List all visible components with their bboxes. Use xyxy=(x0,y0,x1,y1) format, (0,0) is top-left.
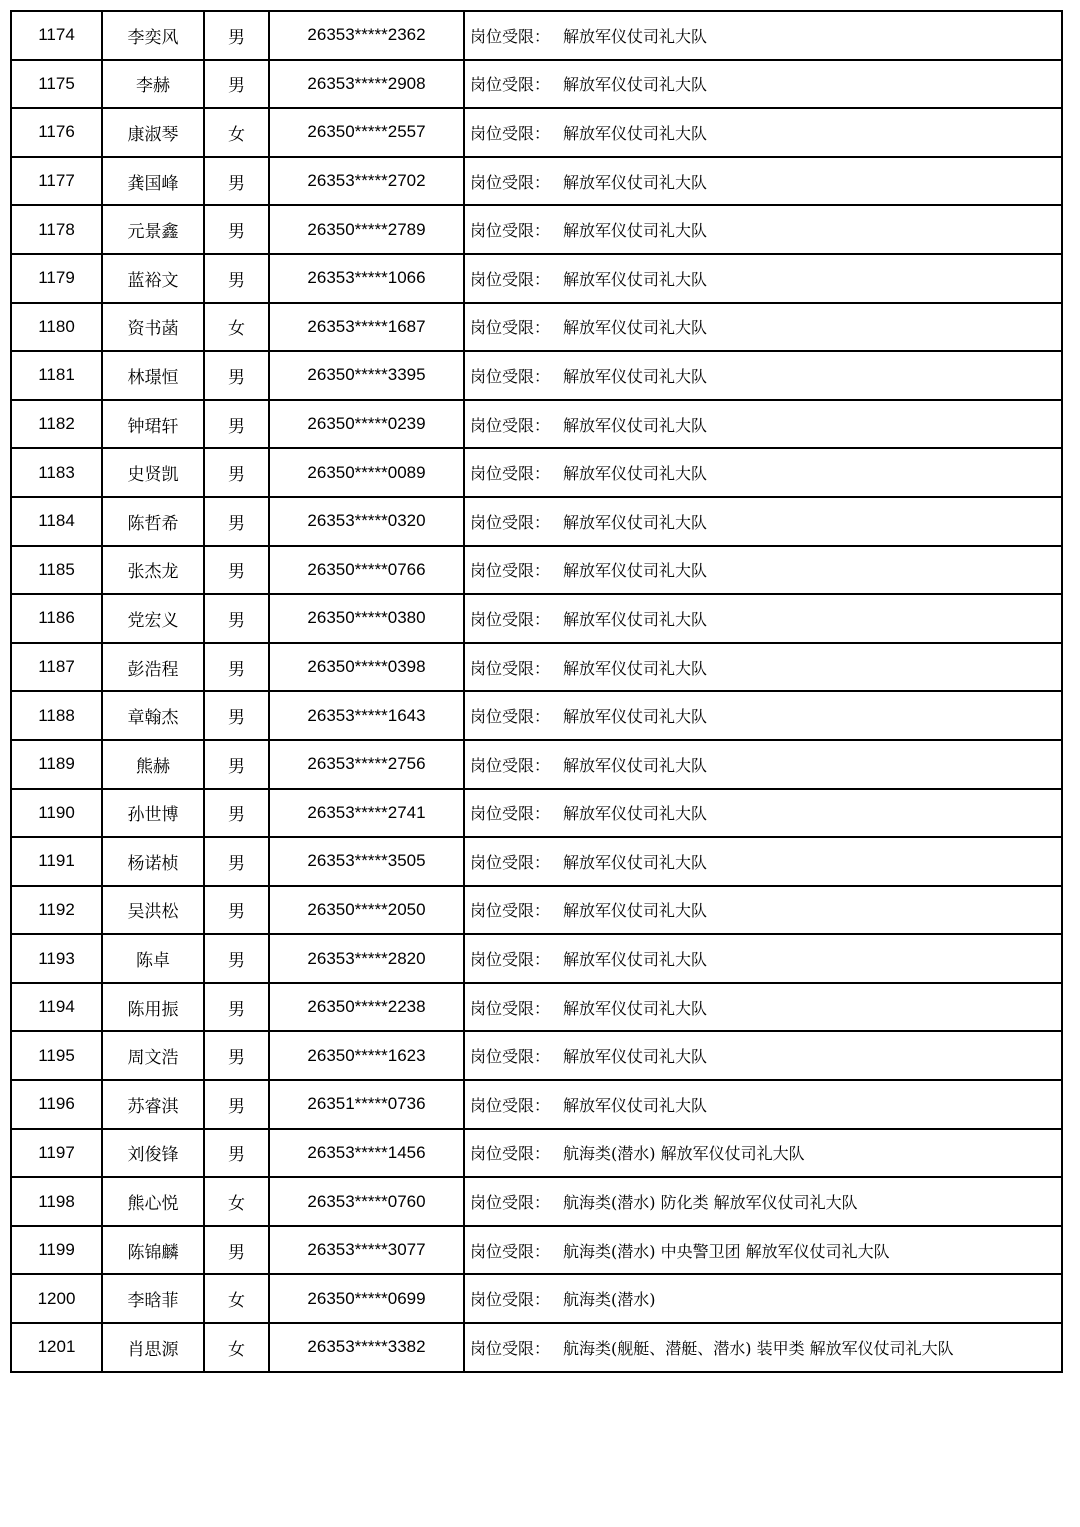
gender-cell: 男 xyxy=(204,1226,269,1275)
restriction-detail: 解放军仪仗司礼大队 xyxy=(563,75,708,95)
table-row xyxy=(11,691,1062,740)
row-number-cell: 1178 xyxy=(11,205,102,254)
restriction-cell xyxy=(464,886,1062,935)
gender-cell: 男 xyxy=(204,691,269,740)
id-number-cell: 26350*****0089 xyxy=(269,448,464,497)
restriction-cell xyxy=(464,157,1062,206)
restriction-cell xyxy=(464,400,1062,449)
id-number-cell: 26353*****1687 xyxy=(269,303,464,352)
restriction-cell xyxy=(464,254,1062,303)
restriction-detail: 解放军仪仗司礼大队 xyxy=(563,852,708,872)
id-number-cell: 26350*****2238 xyxy=(269,983,464,1032)
restriction-detail: 解放军仪仗司礼大队 xyxy=(563,998,708,1018)
restriction-detail: 解放军仪仗司礼大队 xyxy=(563,221,708,241)
restriction-detail: 解放军仪仗司礼大队 xyxy=(563,269,708,289)
name-cell: 苏睿淇 xyxy=(102,1080,204,1129)
table-row xyxy=(11,157,1062,206)
id-number-cell: 26350*****2050 xyxy=(269,886,464,935)
restriction-label: 岗位受限： xyxy=(470,415,551,435)
restriction-detail: 解放军仪仗司礼大队 xyxy=(563,901,708,921)
gender-cell: 男 xyxy=(204,546,269,595)
restriction-label: 岗位受限： xyxy=(470,1241,551,1261)
table-row xyxy=(11,546,1062,595)
table-row xyxy=(11,400,1062,449)
restriction-label: 岗位受限： xyxy=(470,366,551,386)
restriction-detail: 解放军仪仗司礼大队 xyxy=(563,658,708,678)
row-number-cell: 1193 xyxy=(11,934,102,983)
restriction-cell xyxy=(464,497,1062,546)
table-row xyxy=(11,643,1062,692)
restriction-detail: 航海类(潜水) 防化类 解放军仪仗司礼大队 xyxy=(563,1193,858,1213)
name-cell: 元景鑫 xyxy=(102,205,204,254)
restriction-label: 岗位受限： xyxy=(470,901,551,921)
row-number-cell: 1194 xyxy=(11,983,102,1032)
name-cell: 李晗菲 xyxy=(102,1274,204,1323)
table-row xyxy=(11,108,1062,157)
row-number-cell: 1174 xyxy=(11,11,102,60)
restriction-label: 岗位受限： xyxy=(470,998,551,1018)
id-number-cell: 26353*****3505 xyxy=(269,837,464,886)
gender-cell: 男 xyxy=(204,934,269,983)
row-number-cell: 1196 xyxy=(11,1080,102,1129)
id-number-cell: 26353*****2820 xyxy=(269,934,464,983)
row-number-cell: 1189 xyxy=(11,740,102,789)
gender-cell: 男 xyxy=(204,205,269,254)
restriction-label: 岗位受限： xyxy=(470,1338,551,1358)
gender-cell: 女 xyxy=(204,1274,269,1323)
table-row xyxy=(11,1226,1062,1275)
id-number-cell: 26353*****3077 xyxy=(269,1226,464,1275)
name-cell: 陈卓 xyxy=(102,934,204,983)
id-number-cell: 26350*****0398 xyxy=(269,643,464,692)
restriction-cell xyxy=(464,594,1062,643)
restriction-detail: 解放军仪仗司礼大队 xyxy=(563,755,708,775)
row-number-cell: 1181 xyxy=(11,351,102,400)
gender-cell: 男 xyxy=(204,497,269,546)
table-row xyxy=(11,1177,1062,1226)
row-number-cell: 1184 xyxy=(11,497,102,546)
restriction-label: 岗位受限： xyxy=(470,755,551,775)
id-number-cell: 26350*****2557 xyxy=(269,108,464,157)
table-row xyxy=(11,1129,1062,1178)
gender-cell: 男 xyxy=(204,643,269,692)
id-number-cell: 26353*****0320 xyxy=(269,497,464,546)
name-cell: 孙世博 xyxy=(102,789,204,838)
restriction-cell xyxy=(464,546,1062,595)
name-cell: 蓝裕文 xyxy=(102,254,204,303)
restriction-label: 岗位受限： xyxy=(470,464,551,484)
restriction-label: 岗位受限： xyxy=(470,172,551,192)
name-cell: 周文浩 xyxy=(102,1031,204,1080)
name-cell: 钟珺轩 xyxy=(102,400,204,449)
table-row xyxy=(11,1031,1062,1080)
restriction-detail: 解放军仪仗司礼大队 xyxy=(563,123,708,143)
id-number-cell: 26350*****3395 xyxy=(269,351,464,400)
name-cell: 肖思源 xyxy=(102,1323,204,1372)
name-cell: 史贤凯 xyxy=(102,448,204,497)
restriction-cell xyxy=(464,1177,1062,1226)
restriction-label: 岗位受限： xyxy=(470,75,551,95)
restriction-cell xyxy=(464,1226,1062,1275)
restriction-cell xyxy=(464,643,1062,692)
gender-cell: 男 xyxy=(204,594,269,643)
row-number-cell: 1186 xyxy=(11,594,102,643)
restriction-label: 岗位受限： xyxy=(470,1095,551,1115)
gender-cell: 男 xyxy=(204,983,269,1032)
row-number-cell: 1177 xyxy=(11,157,102,206)
gender-cell: 男 xyxy=(204,837,269,886)
restriction-detail: 解放军仪仗司礼大队 xyxy=(563,512,708,532)
restriction-label: 岗位受限： xyxy=(470,318,551,338)
name-cell: 龚国峰 xyxy=(102,157,204,206)
id-number-cell: 26353*****1643 xyxy=(269,691,464,740)
table-row xyxy=(11,740,1062,789)
table-row xyxy=(11,497,1062,546)
table-row xyxy=(11,205,1062,254)
id-number-cell: 26350*****0766 xyxy=(269,546,464,595)
id-number-cell: 26353*****2756 xyxy=(269,740,464,789)
table-row xyxy=(11,789,1062,838)
gender-cell: 男 xyxy=(204,740,269,789)
row-number-cell: 1188 xyxy=(11,691,102,740)
restriction-label: 岗位受限： xyxy=(470,1047,551,1067)
row-number-cell: 1192 xyxy=(11,886,102,935)
row-number-cell: 1190 xyxy=(11,789,102,838)
table-row xyxy=(11,886,1062,935)
name-cell: 章翰杰 xyxy=(102,691,204,740)
row-number-cell: 1176 xyxy=(11,108,102,157)
restriction-cell xyxy=(464,1323,1062,1372)
restriction-cell xyxy=(464,691,1062,740)
gender-cell: 男 xyxy=(204,351,269,400)
restriction-label: 岗位受限： xyxy=(470,269,551,289)
table-row xyxy=(11,983,1062,1032)
gender-cell: 男 xyxy=(204,1080,269,1129)
restriction-label: 岗位受限： xyxy=(470,123,551,143)
restriction-label: 岗位受限： xyxy=(470,852,551,872)
row-number-cell: 1187 xyxy=(11,643,102,692)
gender-cell: 男 xyxy=(204,1031,269,1080)
restriction-detail: 解放军仪仗司礼大队 xyxy=(563,172,708,192)
table-row xyxy=(11,1274,1062,1323)
candidate-table-body xyxy=(11,11,1062,1372)
gender-cell: 男 xyxy=(204,157,269,206)
row-number-cell: 1179 xyxy=(11,254,102,303)
name-cell: 彭浩程 xyxy=(102,643,204,692)
restriction-label: 岗位受限： xyxy=(470,950,551,970)
id-number-cell: 26353*****3382 xyxy=(269,1323,464,1372)
name-cell: 熊赫 xyxy=(102,740,204,789)
name-cell: 陈哲希 xyxy=(102,497,204,546)
name-cell: 陈锦麟 xyxy=(102,1226,204,1275)
restriction-label: 岗位受限： xyxy=(470,1290,551,1310)
restriction-cell xyxy=(464,1129,1062,1178)
table-row xyxy=(11,303,1062,352)
name-cell: 杨诺桢 xyxy=(102,837,204,886)
restriction-label: 岗位受限： xyxy=(470,26,551,46)
name-cell: 资书菡 xyxy=(102,303,204,352)
table-row xyxy=(11,934,1062,983)
restriction-cell xyxy=(464,351,1062,400)
name-cell: 刘俊锋 xyxy=(102,1129,204,1178)
gender-cell: 男 xyxy=(204,886,269,935)
restriction-cell xyxy=(464,934,1062,983)
restriction-detail: 解放军仪仗司礼大队 xyxy=(563,415,708,435)
name-cell: 张杰龙 xyxy=(102,546,204,595)
restriction-detail: 解放军仪仗司礼大队 xyxy=(563,609,708,629)
restriction-cell xyxy=(464,1031,1062,1080)
id-number-cell: 26350*****0699 xyxy=(269,1274,464,1323)
gender-cell: 男 xyxy=(204,11,269,60)
restriction-cell xyxy=(464,837,1062,886)
table-row xyxy=(11,11,1062,60)
restriction-detail: 解放军仪仗司礼大队 xyxy=(563,318,708,338)
restriction-label: 岗位受限： xyxy=(470,658,551,678)
restriction-cell xyxy=(464,789,1062,838)
restriction-detail: 解放军仪仗司礼大队 xyxy=(563,707,708,727)
id-number-cell: 26350*****0380 xyxy=(269,594,464,643)
row-number-cell: 1182 xyxy=(11,400,102,449)
table-row xyxy=(11,254,1062,303)
restriction-detail: 解放军仪仗司礼大队 xyxy=(563,366,708,386)
row-number-cell: 1200 xyxy=(11,1274,102,1323)
restriction-cell xyxy=(464,740,1062,789)
id-number-cell: 26350*****1623 xyxy=(269,1031,464,1080)
restriction-detail: 解放军仪仗司礼大队 xyxy=(563,950,708,970)
gender-cell: 男 xyxy=(204,448,269,497)
restriction-label: 岗位受限： xyxy=(470,561,551,581)
restriction-detail: 解放军仪仗司礼大队 xyxy=(563,561,708,581)
name-cell: 熊心悦 xyxy=(102,1177,204,1226)
id-number-cell: 26351*****0736 xyxy=(269,1080,464,1129)
restriction-cell xyxy=(464,1274,1062,1323)
row-number-cell: 1197 xyxy=(11,1129,102,1178)
id-number-cell: 26353*****2702 xyxy=(269,157,464,206)
name-cell: 李赫 xyxy=(102,60,204,109)
restriction-detail: 航海类(潜水) xyxy=(563,1290,656,1310)
name-cell: 陈用振 xyxy=(102,983,204,1032)
restriction-cell xyxy=(464,448,1062,497)
restriction-label: 岗位受限： xyxy=(470,804,551,824)
restriction-detail: 解放军仪仗司礼大队 xyxy=(563,464,708,484)
restriction-cell xyxy=(464,303,1062,352)
restriction-detail: 解放军仪仗司礼大队 xyxy=(563,26,708,46)
gender-cell: 女 xyxy=(204,108,269,157)
restriction-label: 岗位受限： xyxy=(470,1193,551,1213)
name-cell: 林璟恒 xyxy=(102,351,204,400)
id-number-cell: 26350*****2789 xyxy=(269,205,464,254)
row-number-cell: 1185 xyxy=(11,546,102,595)
restriction-detail: 航海类(潜水) 解放军仪仗司礼大队 xyxy=(563,1144,805,1164)
gender-cell: 男 xyxy=(204,400,269,449)
row-number-cell: 1180 xyxy=(11,303,102,352)
name-cell: 党宏义 xyxy=(102,594,204,643)
restriction-cell xyxy=(464,11,1062,60)
row-number-cell: 1175 xyxy=(11,60,102,109)
id-number-cell: 26353*****1456 xyxy=(269,1129,464,1178)
gender-cell: 女 xyxy=(204,303,269,352)
table-row xyxy=(11,594,1062,643)
restriction-cell xyxy=(464,60,1062,109)
gender-cell: 女 xyxy=(204,1323,269,1372)
id-number-cell: 26353*****1066 xyxy=(269,254,464,303)
gender-cell: 男 xyxy=(204,254,269,303)
restriction-detail: 解放军仪仗司礼大队 xyxy=(563,804,708,824)
row-number-cell: 1183 xyxy=(11,448,102,497)
restriction-detail: 解放军仪仗司礼大队 xyxy=(563,1095,708,1115)
table-row xyxy=(11,60,1062,109)
restriction-label: 岗位受限： xyxy=(470,609,551,629)
gender-cell: 男 xyxy=(204,60,269,109)
restriction-cell xyxy=(464,983,1062,1032)
row-number-cell: 1201 xyxy=(11,1323,102,1372)
gender-cell: 女 xyxy=(204,1177,269,1226)
gender-cell: 男 xyxy=(204,789,269,838)
restriction-label: 岗位受限： xyxy=(470,1144,551,1164)
table-row xyxy=(11,837,1062,886)
id-number-cell: 26353*****2741 xyxy=(269,789,464,838)
restriction-cell xyxy=(464,205,1062,254)
restriction-cell xyxy=(464,1080,1062,1129)
table-row xyxy=(11,1323,1062,1372)
restriction-label: 岗位受限： xyxy=(470,707,551,727)
name-cell: 吴洪松 xyxy=(102,886,204,935)
table-row xyxy=(11,1080,1062,1129)
restriction-cell xyxy=(464,108,1062,157)
id-number-cell: 26350*****0239 xyxy=(269,400,464,449)
id-number-cell: 26353*****2908 xyxy=(269,60,464,109)
gender-cell: 男 xyxy=(204,1129,269,1178)
candidate-table xyxy=(10,10,1063,1373)
restriction-detail: 航海类(潜水) 中央警卫团 解放军仪仗司礼大队 xyxy=(563,1241,890,1261)
restriction-detail: 航海类(舰艇、潜艇、潜水) 装甲类 解放军仪仗司礼大队 xyxy=(563,1338,954,1358)
row-number-cell: 1191 xyxy=(11,837,102,886)
id-number-cell: 26353*****0760 xyxy=(269,1177,464,1226)
name-cell: 康淑琴 xyxy=(102,108,204,157)
row-number-cell: 1195 xyxy=(11,1031,102,1080)
name-cell: 李奕风 xyxy=(102,11,204,60)
table-row xyxy=(11,448,1062,497)
restriction-label: 岗位受限： xyxy=(470,221,551,241)
row-number-cell: 1198 xyxy=(11,1177,102,1226)
row-number-cell: 1199 xyxy=(11,1226,102,1275)
restriction-detail: 解放军仪仗司礼大队 xyxy=(563,1047,708,1067)
table-row xyxy=(11,351,1062,400)
restriction-label: 岗位受限： xyxy=(470,512,551,532)
id-number-cell: 26353*****2362 xyxy=(269,11,464,60)
